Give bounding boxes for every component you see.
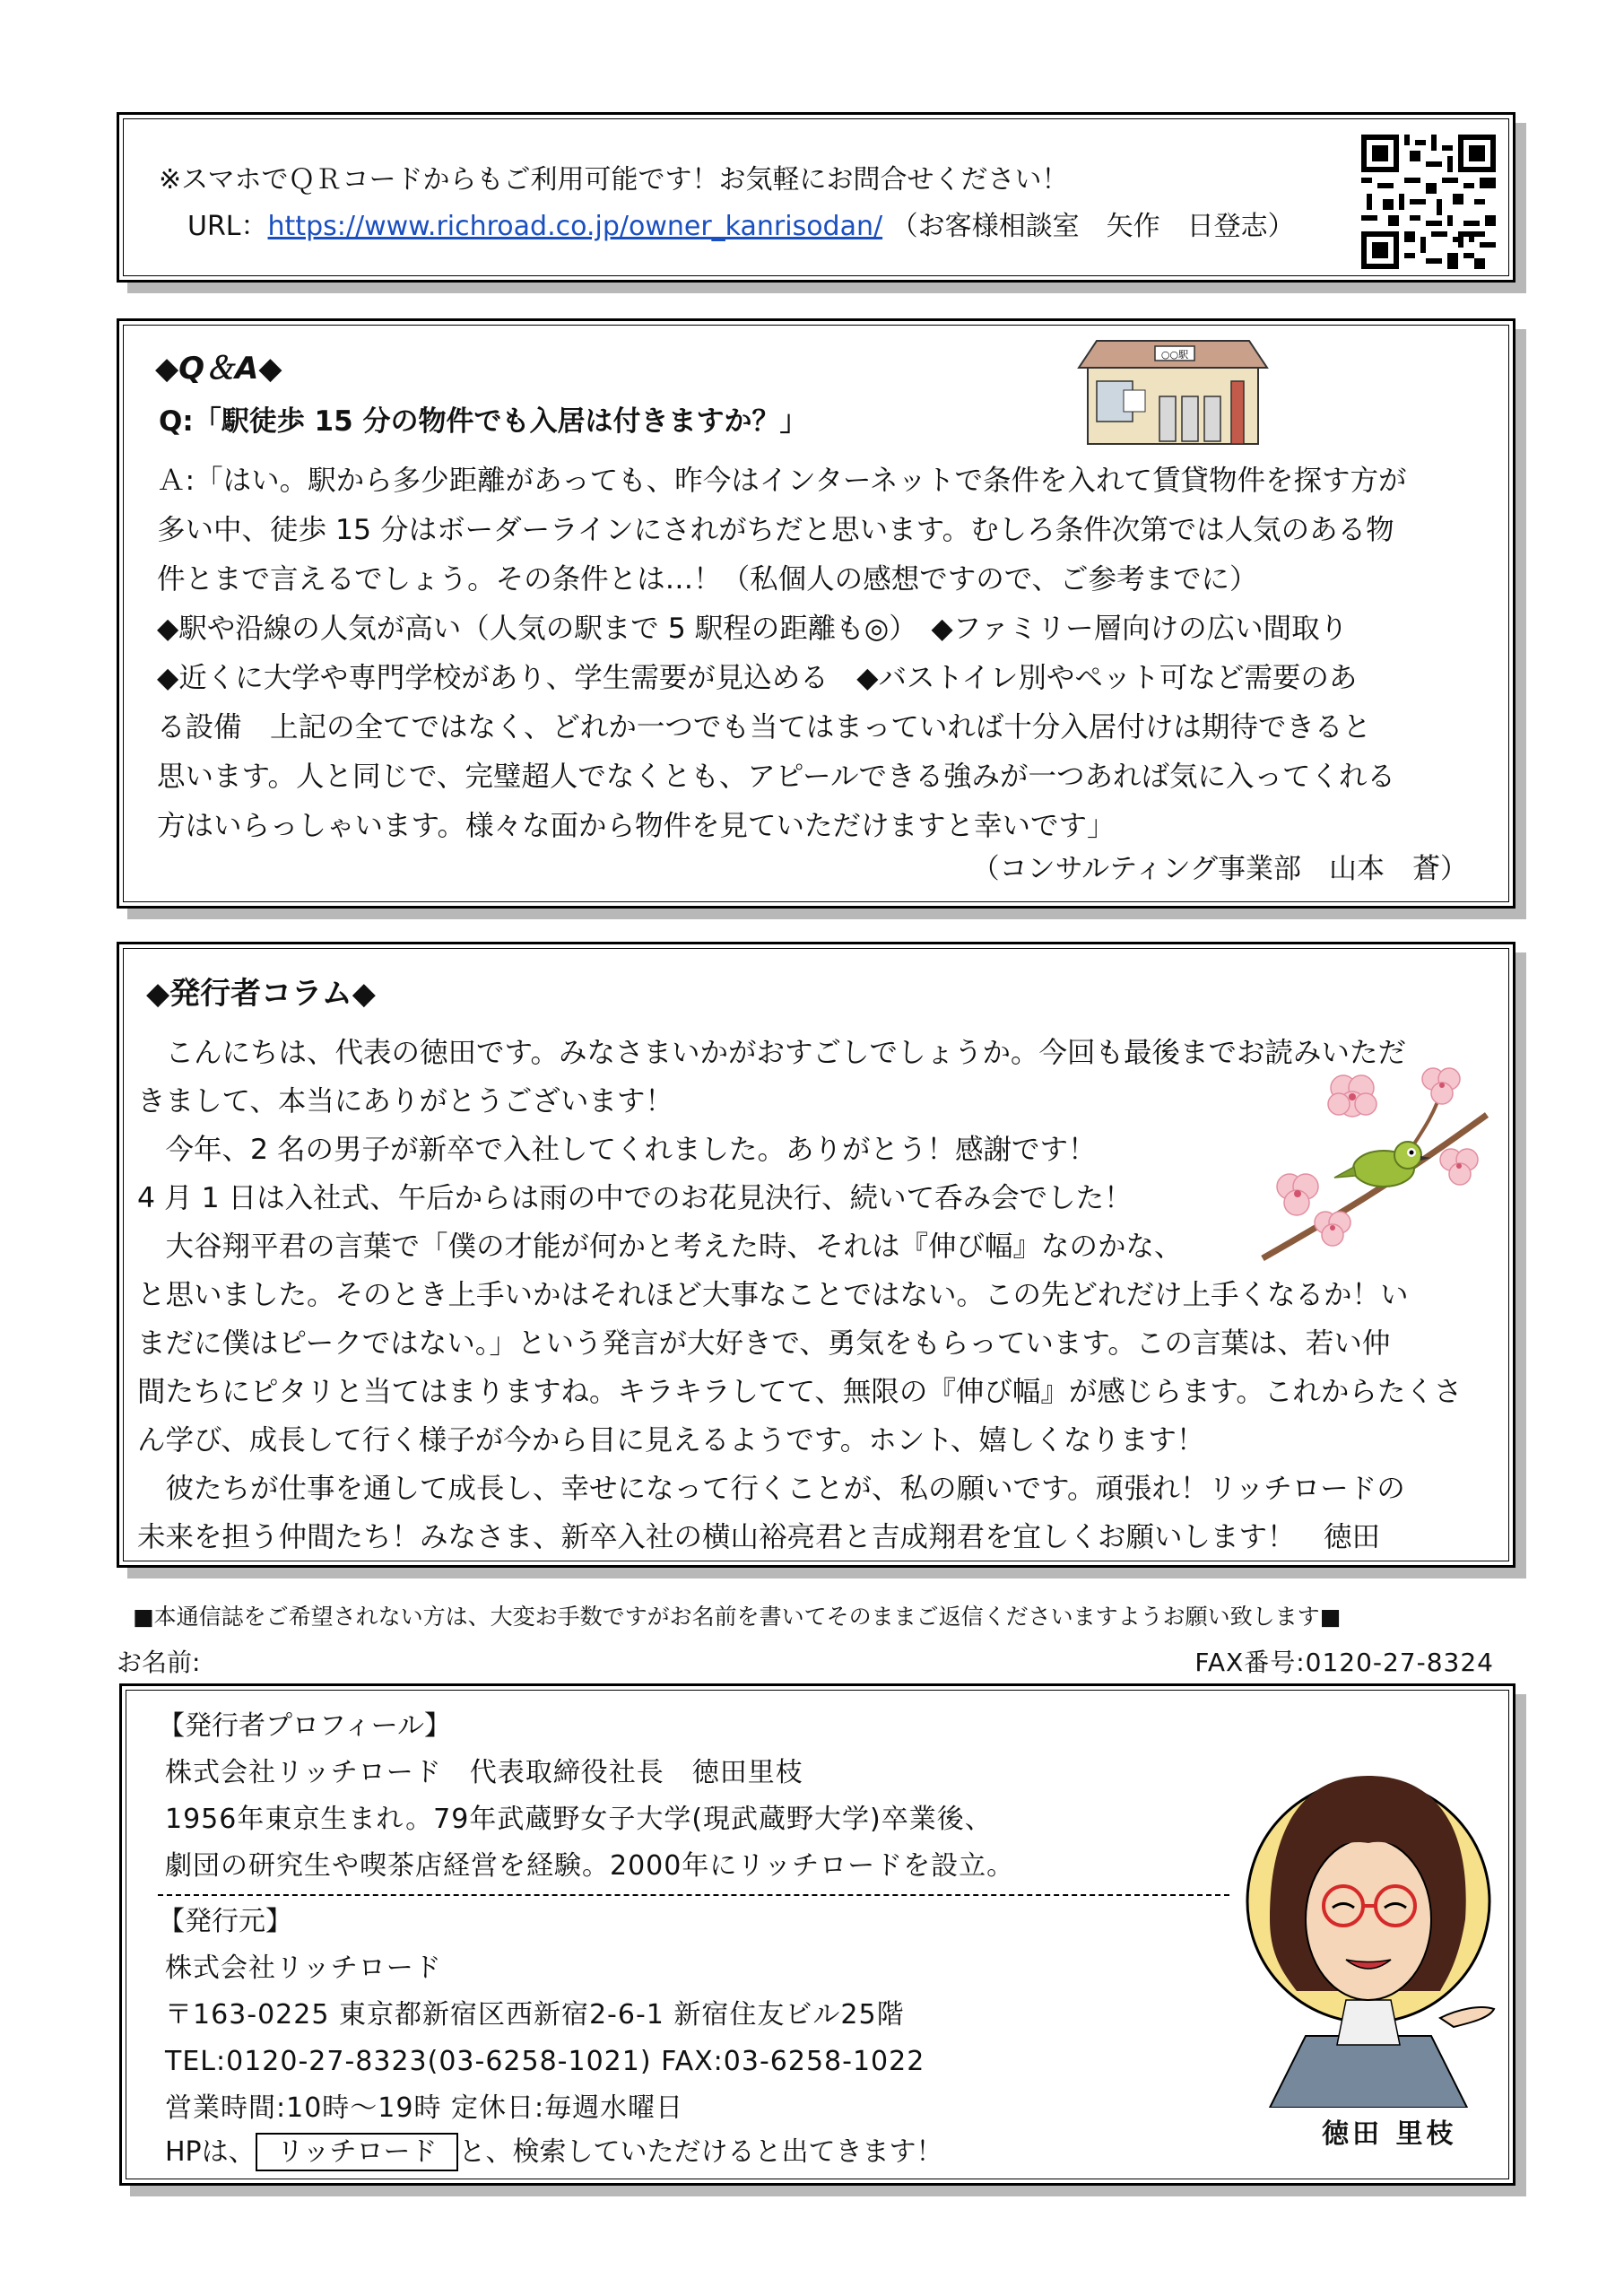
qa-question: Q:「駅徒歩 15 分の物件でも入居は付きますか？」 [159, 405, 808, 438]
station-illustration [1070, 332, 1276, 448]
portrait-name: 徳田 里枝 [1322, 2118, 1457, 2150]
column-line: と思いました。そのとき上手いかはそれほど大事なことではない。この先どれだけ上手くなるか！い [137, 1279, 1409, 1311]
column-line: 4 月 1 日は入社式、午后からは雨の中でのお花見決行、続いて呑み会でした！ [137, 1182, 1133, 1214]
name-label: お名前: [117, 1648, 201, 1677]
profile-box [119, 1683, 1515, 2186]
column-line: ん学び、成長して行く様子が今から目に見えるようです。ホント、嬉しくなります！ [137, 1424, 1205, 1457]
fax-number: FAX番号:0120-27-8324 [1194, 1648, 1494, 1677]
url-contact-person: （お客様相談室 矢作 日登志） [890, 211, 1295, 242]
contact-box-inner-border [123, 118, 1509, 276]
station-sign-text: ○○駅 [1160, 349, 1189, 361]
column-line: 大谷翔平君の言葉で「僕の才能が何かと考えた時、それは『伸び幅』なのかな、 [137, 1231, 1183, 1263]
qa-answer-line: 件とまで言えるでしょう。その条件とは…！（私個人の感想ですので、ご参考までに） [157, 563, 1258, 596]
column-line: まだに僕はピークではない。」という発言が大好きで、勇気をもらっています。この言葉は、若い仲 [137, 1327, 1391, 1360]
qa-answer-line: 方はいらっしゃいます。様々な面から物件を見ていただけますと幸いです」 [157, 810, 1116, 842]
publisher-line: 株式会社リッチロード [165, 1952, 442, 1984]
qa-signature: （コンサルティング事業部 山本 蒼） [971, 853, 1468, 885]
publisher-line: TEL:0120-27-8323(03-6258-1021) FAX:03-6258-1022 [165, 2046, 925, 2077]
section-divider [158, 1894, 1229, 1896]
url-label: URL： [187, 211, 268, 242]
column-box [117, 942, 1515, 1568]
column-line: 彼たちが仕事を通して成長し、幸せになって行くことが、私の願いです。頑張れ！リッチロードの [137, 1473, 1405, 1505]
qa-answer-line: 思います。人と同じで、完璧超人でなくとも、アピールできる強みが一つあれば気に入ってくれる [157, 761, 1395, 793]
qa-heading: ◆Q＆A◆ [155, 351, 282, 387]
homepage-prefix: HPは、 [165, 2136, 256, 2168]
qa-answer-line: ◆駅や沿線の人気が高い（人気の駅まで 5 駅程の距離も◎） ◆ファミリー層向けの広い間取り [157, 613, 1349, 645]
column-line: 間たちにピタリと当てはまりますね。キラキラしてて、無限の『伸び幅』が感じらます。これからたくさ [137, 1376, 1463, 1408]
qa-answer-line: Ａ:「はい。駅から多少距離があっても、昨今はインターネットで条件を入れて賃貸物件を探す方が [157, 465, 1407, 497]
portrait-illustration [1234, 1749, 1503, 2108]
contact-note: ※スマホでＱＲコードからもご利用可能です！お気軽にお問合せください！ [159, 164, 1069, 196]
homepage-suffix: と、検索していただけると出てきます！ [458, 2136, 943, 2168]
qa-box [117, 318, 1515, 909]
cherry-blossom-bird-illustration [1254, 1052, 1496, 1263]
qa-answer-line: る設備 上記の全てではなく、どれか一つでも当てはまっていれば十分入居付けは期待できると [157, 711, 1371, 744]
homepage-search-line [165, 2136, 943, 2168]
consultation-url-link[interactable]: https://www.richroad.co.jp/owner_kanrisodan/ [267, 211, 883, 242]
column-line: 今年、2 名の男子が新卒で入社してくれました。ありがとう！感謝です！ [137, 1134, 1097, 1166]
column-heading: ◆発行者コラム◆ [146, 976, 376, 1012]
profile-line: 劇団の研究生や喫茶店経営を経験。2000年にリッチロードを設立。 [165, 1850, 1015, 1882]
profile-line: 株式会社リッチロード 代表取締役社長 徳田里枝 [165, 1757, 803, 1788]
column-line: きまして、本当にありがとうございます！ [137, 1085, 673, 1118]
publisher-heading: 【発行元】 [158, 1906, 292, 1937]
unsubscribe-notice: ■本通信誌をご希望されない方は、大変お手数ですがお名前を書いてそのままご返信くださいますようお願い致します■ [133, 1604, 1342, 1630]
column-line: 未来を担う仲間たち！みなさま、新卒入社の横山裕亮君と吉成翔君を宜しくお願いします！ 徳田 [137, 1521, 1381, 1553]
qa-answer-line: 多い中、徒歩 15 分はボーダーラインにされがちだと思います。むしろ条件次第では人気のある物 [157, 514, 1394, 546]
profile-line: 1956年東京生まれ。79年武蔵野女子大学(現武蔵野大学)卒業後、 [165, 1804, 993, 1835]
publisher-line: 営業時間:10時～19時 定休日:毎週水曜日 [165, 2092, 684, 2124]
column-line: こんにちは、代表の徳田です。みなさまいかがおすごしでしょうか。今回も最後までお読みいただ [137, 1037, 1406, 1069]
qa-answer-line: ◆近くに大学や専門学校があり、学生需要が見込める ◆バストイレ別やペット可など需要のあ [157, 662, 1358, 694]
profile-heading: 【発行者プロフィール】 [158, 1710, 451, 1742]
contact-box [117, 112, 1515, 283]
search-keyword-box[interactable]: リッチロード [256, 2133, 459, 2171]
contact-url-line [187, 213, 1295, 240]
publisher-line: 〒163-0225 東京都新宿区西新宿2-6-1 新宿住友ビル25階 [165, 1999, 905, 2031]
qr-code[interactable] [1361, 135, 1496, 269]
